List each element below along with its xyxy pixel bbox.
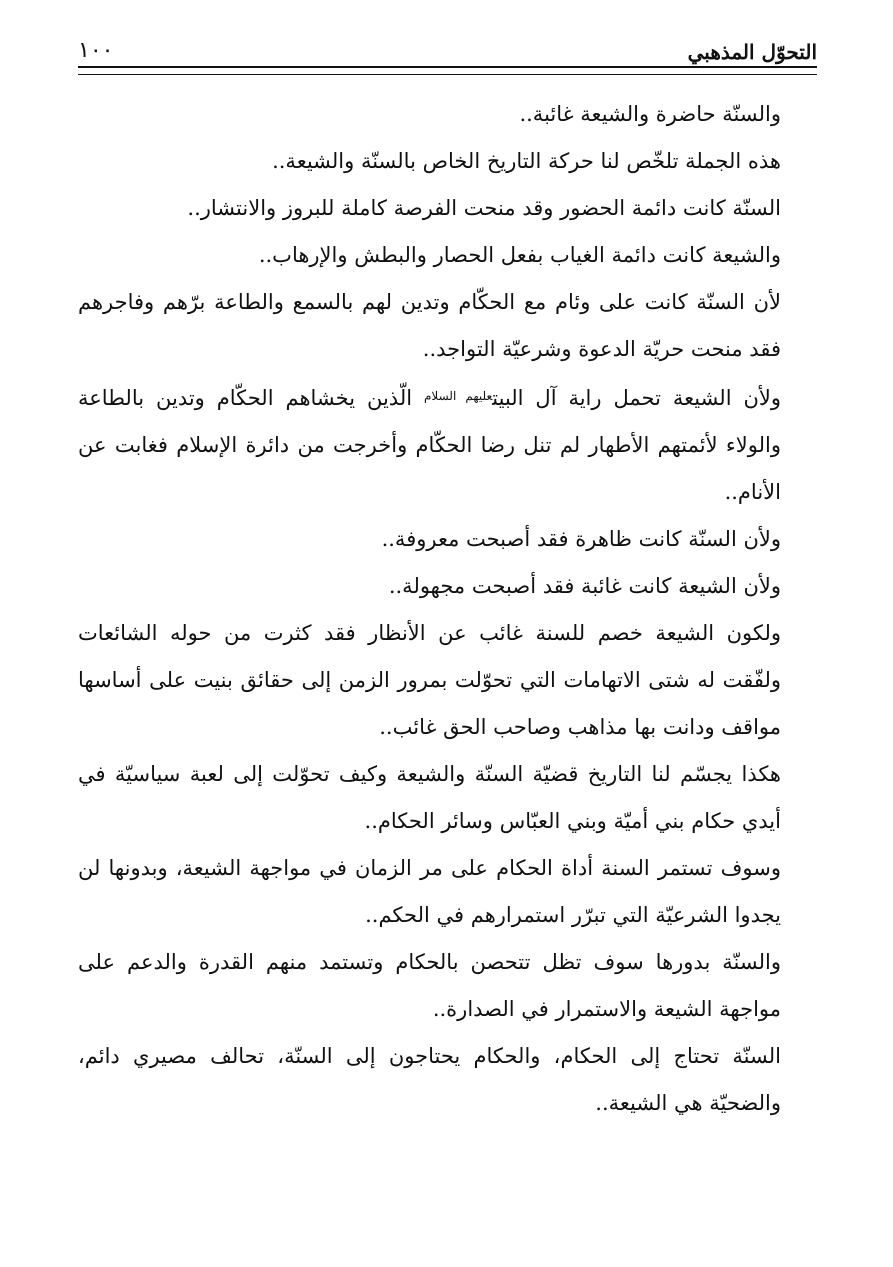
paragraph: ولكون الشيعة خصم للسنة غائب عن الأنظار فقد كثرت من حوله الشائعات ولفّقت له شتى الاتهامات التي تحوّلت بمرور الزمن إلى حقائق بنيت على أساسها مواقف ودانت بها مذاهب وصاحب الحق غائب.. bbox=[78, 621, 781, 739]
running-title: التحوّل المذهبي bbox=[687, 40, 817, 64]
paragraph: والسنّة بدورها سوف تظل تتحصن بالحكام وتستمد منهم القدرة والدعم على مواجهة الشيعة والاستمرار في الصدارة.. bbox=[78, 950, 781, 1021]
paragraph: ولأن الشيعة كانت غائبة فقد أصبحت مجهولة.. bbox=[388, 574, 781, 598]
paragraph: السنّة تحتاج إلى الحكام، والحكام يحتاجون إلى السنّة، تحالف مصيري دائم، والضحيّة هي الشيعة.. bbox=[78, 1044, 781, 1115]
body-text bbox=[78, 91, 817, 1127]
paragraph: هكذا يجسّم لنا التاريخ قضيّة السنّة والشيعة وكيف تحوّلت إلى لعبة سياسيّة في أيدي حكام بني أميّة وبني العبّاس وسائر الحكام.. bbox=[78, 762, 781, 833]
paragraph: والسنّة حاضرة والشيعة غائبة.. bbox=[519, 102, 781, 126]
paragraph: وسوف تستمر السنة أداة الحكام على مر الزمان في مواجهة الشيعة، وبدونها لن يجدوا الشرعيّة التي تبرّر استمرارهم في الحكم.. bbox=[78, 856, 781, 927]
running-header bbox=[78, 28, 817, 62]
paragraph: ولأن السنّة كانت ظاهرة فقد أصبحت معروفة.. bbox=[381, 527, 781, 551]
paragraph: هذه الجملة تلخّص لنا حركة التاريخ الخاص بالسنّة والشيعة.. bbox=[272, 149, 781, 173]
paragraph: والشيعة كانت دائمة الغياب بفعل الحصار والبطش والإرهاب.. bbox=[258, 243, 781, 267]
header-double-rule bbox=[78, 66, 817, 75]
paragraph: لأن السنّة كانت على وئام مع الحكّام وتدين لهم بالسمع والطاعة برّهم وفاجرهم فقد منحت حريّة الدعوة وشرعيّة التواجد.. bbox=[78, 290, 781, 361]
page-number: ١٠٠ bbox=[78, 38, 114, 63]
paragraph bbox=[78, 373, 817, 516]
honorific-symbol: عليهم السلام bbox=[424, 389, 493, 403]
paragraph-text: الّذين يخشاهم الحكّام وتدين بالطاعة والولاء لأئمتهم الأطهار لم تنل رضا الحكّام وأخرجت من دائرة الإسلام فغابت عن الأنام.. bbox=[78, 386, 781, 504]
paragraph-text: ولأن الشيعة تحمل راية آل البيت bbox=[492, 386, 781, 410]
paragraph: السنّة كانت دائمة الحضور وقد منحت الفرصة كاملة للبروز والانتشار.. bbox=[187, 196, 781, 220]
